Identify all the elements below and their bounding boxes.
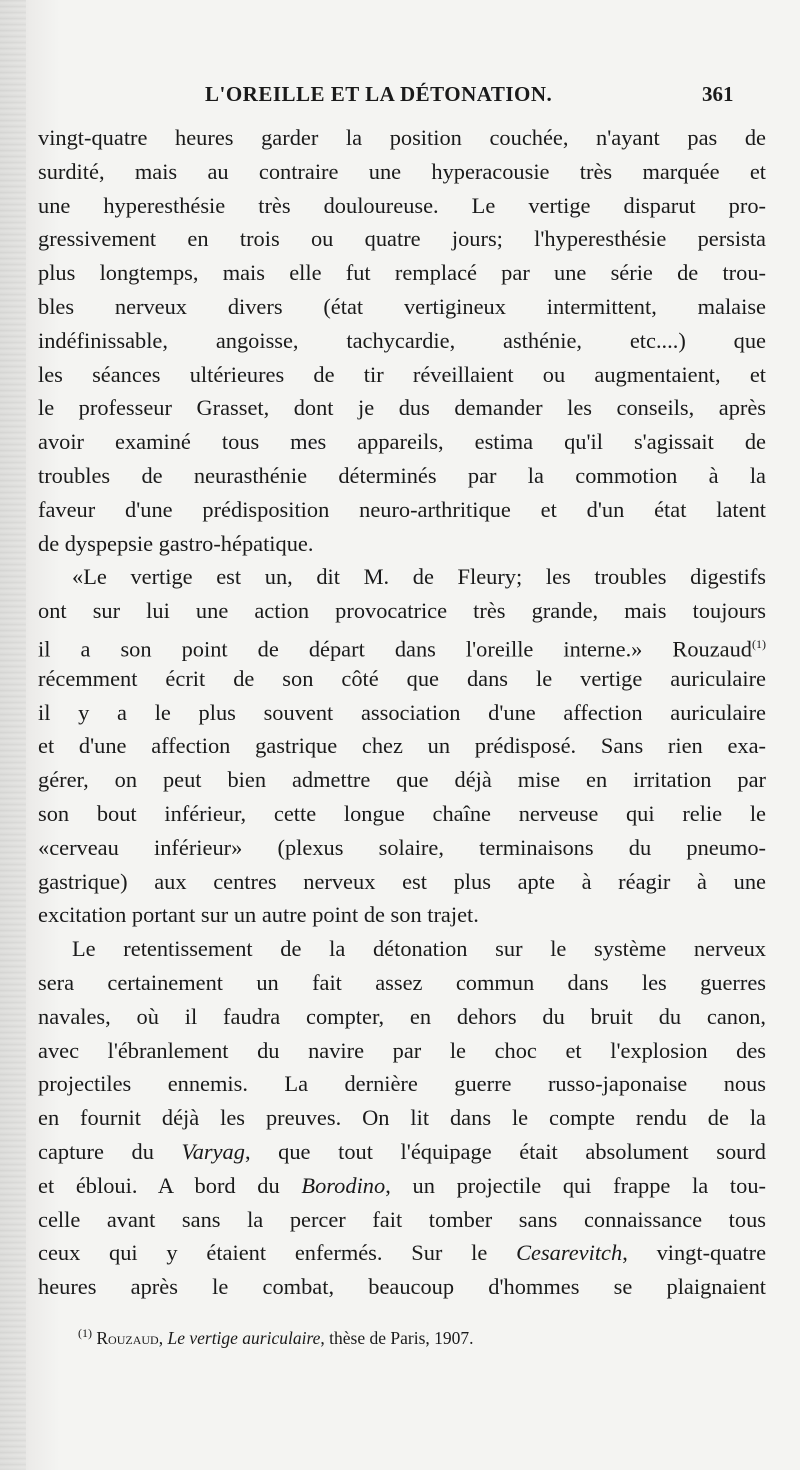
text-line: gressivement en trois ou quatre jours; l'hyperesthésie persista <box>38 226 766 252</box>
running-title: L'OREILLE ET LA DÉTONATION. <box>205 82 553 106</box>
text-line: celle avant sans la percer fait tomber sans connaissance tous <box>38 1206 766 1232</box>
page-number: 361 <box>702 82 734 106</box>
text-line: faveur d'une prédisposition neuro-arthritique et d'un état latent <box>38 496 766 522</box>
footnote-marker: (1) <box>78 1326 92 1340</box>
text-segment: ceux qui y étaient enfermés. Sur le <box>38 1240 517 1266</box>
footnote-title: Le vertige auriculaire <box>167 1327 321 1348</box>
text-line: gérer, on peut bien admettre que déjà mise en irritation par <box>38 767 766 793</box>
text-line: il y a le plus souvent association d'une affection auriculaire <box>38 699 766 725</box>
text-line: vingt-quatre heures garder la position couchée, n'ayant pas de <box>38 125 766 150</box>
text-line: avoir examiné tous mes appareils, estima qu'il s'agissait de <box>38 429 766 455</box>
ship-name-varyag: Varyag <box>181 1138 245 1164</box>
text-line: heures après le combat, beaucoup d'hommes se plaignaient <box>38 1274 766 1300</box>
page-header <box>0 82 800 116</box>
footnote: $^{(1)}$ Rouzaud, Le vertige auriculaire, thèse de Paris, 1907. <box>78 1326 474 1348</box>
text-segment: , que tout l'équipage était absolument sourd <box>244 1138 766 1164</box>
text-line: ont sur lui une action provocatrice très grande, mais toujours <box>38 598 766 624</box>
text-segment: capture du <box>38 1138 182 1164</box>
text-line: bles nerveux divers (état vertigineux intermittent, malaise <box>38 293 766 319</box>
text-line: de dyspepsie gastro-hépatique. <box>38 530 314 556</box>
text-segment: , un projectile qui frappe la tou- <box>385 1172 767 1198</box>
ship-name-borodino: Borodino <box>301 1172 386 1198</box>
text-line: excitation portant sur un autre point de son trajet. <box>38 902 479 928</box>
footnote-reference[interactable]: (1) <box>752 636 766 651</box>
text-line: troubles de neurasthénie déterminés par la commotion à la <box>38 462 766 488</box>
text-line: plus longtemps, mais elle fut remplacé par une série de trou- <box>38 260 766 286</box>
text-line: «cerveau inférieur» (plexus solaire, terminaisons du pneumo- <box>38 834 766 860</box>
text-segment: , vingt-quatre <box>622 1240 767 1266</box>
body-text <box>38 121 766 1304</box>
text-line: le professeur Grasset, dont je dus demander les conseils, après <box>38 395 766 421</box>
text-line: et d'une affection gastrique chez un prédisposé. Sans rien exa- <box>38 733 766 759</box>
ship-name-cesarevitch: Cesarevitch <box>516 1240 623 1266</box>
text-line-with-ship-name <box>38 1236 766 1270</box>
text-line: son bout inférieur, cette longue chaîne nerveuse qui relie le <box>38 800 766 826</box>
text-line: gastrique) aux centres nerveux est plus apte à réagir à une <box>38 868 766 894</box>
text-line: avec l'ébranlement du navire par le choc et l'explosion des <box>38 1037 766 1063</box>
footnote-rest: , thèse de Paris, 1907. <box>320 1327 474 1348</box>
text-line: indéfinissable, angoisse, tachycardie, asthénie, etc....) que <box>38 327 766 353</box>
text-line: les séances ultérieures de tir réveillaient ou augmentaient, et <box>38 361 766 387</box>
text-line: en fournit déjà les preuves. On lit dans le compte rendu de la <box>38 1105 766 1131</box>
text-line: Le retentissement de la détonation sur le système nerveux <box>72 936 766 962</box>
scan-binding-edge <box>0 0 26 1470</box>
text-line: navales, où il faudra compter, en dehors du bruit du canon, <box>38 1003 766 1029</box>
text-line: récemment écrit de son côté que dans le vertige auriculaire <box>38 665 766 691</box>
text-line-with-ship-name <box>38 1135 766 1169</box>
text-line-with-ship-name <box>38 1169 766 1203</box>
footnote-author: Rouzaud <box>96 1327 159 1348</box>
text-segment: et ébloui. A bord du <box>38 1172 302 1198</box>
text-line: surdité, mais au contraire une hyperacousie très marquée et <box>38 158 766 184</box>
text-line-with-note <box>38 628 766 662</box>
text-segment: il a son point de départ dans l'oreille interne.» Rouzaud <box>38 636 752 662</box>
text-line: sera certainement un fait assez commun dans les guerres <box>38 969 766 995</box>
text-line: «Le vertige est un, dit M. de Fleury; les troubles digestifs <box>72 564 766 590</box>
text-line: une hyperesthésie très douloureuse. Le vertige disparut pro- <box>38 192 766 218</box>
text-line: projectiles ennemis. La dernière guerre russo-japonaise nous <box>38 1071 766 1097</box>
